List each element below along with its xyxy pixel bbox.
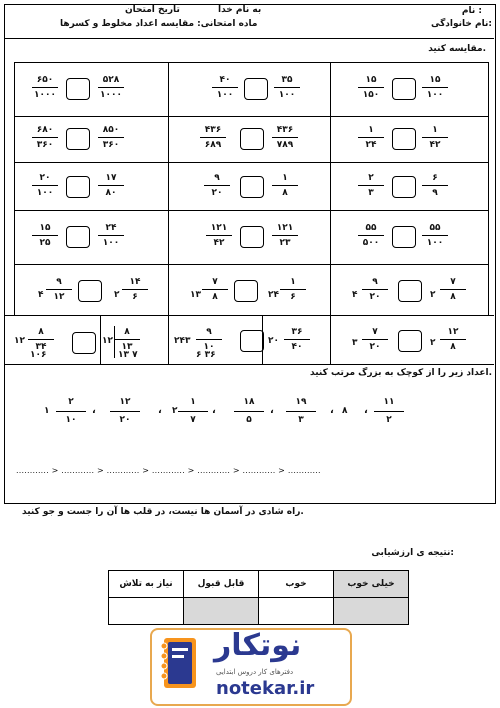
answer-box[interactable] bbox=[66, 226, 90, 248]
fraction-right: ۳۶ ۴۰ bbox=[284, 326, 310, 353]
eval-cell[interactable] bbox=[184, 598, 259, 625]
answer-line[interactable]: ............ > ............ > ............ > ............ > ............ > ............ > ............ bbox=[16, 466, 321, 475]
whole-number: ۲ bbox=[430, 338, 436, 348]
order-item: ۱۱ ۲ bbox=[374, 396, 404, 427]
grid-line bbox=[14, 62, 488, 63]
separator: ، bbox=[92, 405, 96, 416]
separator: ، bbox=[330, 405, 334, 416]
notebook-icon bbox=[156, 634, 202, 696]
below-value: ۱۰۶ bbox=[30, 350, 47, 360]
worksheet-frame bbox=[4, 38, 496, 504]
order-item: ۸ bbox=[342, 406, 348, 416]
whole-number: ۲۴۳ bbox=[174, 336, 191, 346]
answer-box[interactable] bbox=[392, 78, 416, 100]
order-item: ۱۹ ۳ bbox=[286, 396, 316, 427]
section2-instruction: اعداد زیر را از کوچک به بزرگ مرتب کنید. bbox=[310, 368, 492, 378]
answer-box[interactable] bbox=[240, 330, 264, 352]
grid-line bbox=[330, 62, 331, 364]
fraction-right: ۷ ۸ bbox=[440, 276, 466, 303]
whole-number: ۲ bbox=[430, 290, 436, 300]
subject-label: ماده امتحانی: مقایسه اعداد مخلوط و کسرها bbox=[60, 19, 258, 29]
whole-number: ۲ bbox=[114, 290, 120, 300]
answer-box[interactable] bbox=[66, 78, 90, 100]
fraction-left: ۲ ۳ bbox=[358, 172, 384, 199]
separator: ، bbox=[270, 405, 274, 416]
evaluation-title: نتیجه ی ارزشیابی: bbox=[371, 548, 454, 558]
eval-cell[interactable] bbox=[334, 598, 409, 625]
answer-box[interactable] bbox=[244, 78, 268, 100]
family-label: نام خانوادگی: bbox=[430, 19, 492, 29]
fraction-left: ۹ ۲۰ bbox=[204, 172, 230, 199]
grid-line bbox=[14, 162, 488, 163]
brand-domain: notekar.ir bbox=[216, 678, 315, 699]
whole-number: ۴ bbox=[352, 290, 358, 300]
fraction-right: ۸۵۰ ۳۶۰ bbox=[98, 124, 124, 151]
grid-line bbox=[5, 364, 494, 365]
grid-line bbox=[14, 264, 488, 265]
order-item: ۱ ۷ bbox=[178, 396, 208, 427]
fraction-right: ۶ ۹ bbox=[422, 172, 448, 199]
order-item: ۱۸ ۵ bbox=[234, 396, 264, 427]
fraction-left: ۴۳۶ ۶۸۹ bbox=[200, 124, 226, 151]
answer-box[interactable] bbox=[240, 176, 264, 198]
brand-name: نوتکار bbox=[214, 628, 302, 663]
order-item: ۲ ۱۰ bbox=[56, 396, 86, 427]
below-value: ۱۳ ۷ bbox=[118, 350, 138, 360]
answer-box[interactable] bbox=[392, 128, 416, 150]
fraction-left: ۷ ۸ bbox=[202, 276, 228, 303]
fraction-left: ۹ ۲۰ bbox=[362, 276, 388, 303]
fraction-right: ۲۴ ۱۰۰ bbox=[98, 222, 124, 249]
name-label: نام : bbox=[461, 6, 482, 16]
whole-number: ۱۲ bbox=[14, 336, 25, 346]
answer-box[interactable] bbox=[66, 176, 90, 198]
eval-col-acceptable: قابل قبول bbox=[184, 571, 259, 598]
grid-line bbox=[100, 315, 101, 364]
fraction-right: ۵۵ ۱۰۰ bbox=[422, 222, 448, 249]
answer-box[interactable] bbox=[78, 280, 102, 302]
exam-date-label: تاریخ امتحان bbox=[125, 5, 180, 15]
separator: ، bbox=[212, 405, 216, 416]
fraction-right: ۱۲۱ ۲۳ bbox=[272, 222, 298, 249]
answer-box[interactable] bbox=[234, 280, 258, 302]
answer-box[interactable] bbox=[398, 330, 422, 352]
fraction-right: ۸ ۱۳ bbox=[114, 326, 140, 353]
fraction-left: ۱۵ ۱۵۰ bbox=[358, 74, 384, 101]
answer-box[interactable] bbox=[240, 226, 264, 248]
fraction-right: ۱۲ ۸ bbox=[440, 326, 466, 353]
separator: ، bbox=[158, 405, 162, 416]
fraction-right: ۱ ۶ bbox=[280, 276, 306, 303]
eval-cell[interactable] bbox=[109, 598, 184, 625]
fraction-left: ۱۲۱ ۴۲ bbox=[206, 222, 232, 249]
order-item: ۱۲ ۲۰ bbox=[110, 396, 140, 427]
fraction-left: ۹ ۱۰ bbox=[196, 326, 222, 353]
fraction-right: ۱ ۴۲ bbox=[422, 124, 448, 151]
answer-box[interactable] bbox=[392, 176, 416, 198]
brand-tagline: دفترهای کار دروس ابتدایی bbox=[216, 668, 294, 676]
whole-number: ۴ bbox=[38, 290, 44, 300]
fraction-right: ۳۵ ۱۰۰ bbox=[274, 74, 300, 101]
answer-box[interactable] bbox=[392, 226, 416, 248]
fraction-left: ۱۵ ۲۵ bbox=[32, 222, 58, 249]
fraction-left: ۱ ۲۴ bbox=[358, 124, 384, 151]
fraction-left: ۹ ۱۲ bbox=[46, 276, 72, 303]
fraction-right: ۱۴ ۶ bbox=[122, 276, 148, 303]
eval-col-good: خوب bbox=[259, 571, 334, 598]
whole-number: ۲ bbox=[172, 406, 178, 416]
below-value: ۶ ۳۶ bbox=[196, 350, 216, 360]
fraction-right: ۱ ۸ bbox=[272, 172, 298, 199]
eval-col-very-good: خیلی خوب bbox=[334, 571, 409, 598]
fraction-right: ۱۵ ۱۰۰ bbox=[422, 74, 448, 101]
grid-line bbox=[5, 315, 494, 316]
section1-instruction: مقایسه کنید. bbox=[428, 44, 486, 54]
separator: ، bbox=[364, 405, 368, 416]
fraction-left: ۷ ۲۰ bbox=[362, 326, 388, 353]
answer-box[interactable] bbox=[72, 332, 96, 354]
grid-line bbox=[14, 62, 15, 315]
whole-number: ۳ bbox=[352, 338, 358, 348]
answer-box[interactable] bbox=[240, 128, 264, 150]
answer-box[interactable] bbox=[66, 128, 90, 150]
notekar-logo bbox=[150, 628, 352, 706]
whole-number: ۲۴ bbox=[268, 290, 279, 300]
answer-box[interactable] bbox=[398, 280, 422, 302]
whole-number: ۱ bbox=[44, 406, 50, 416]
whole-number: ۱۲ bbox=[102, 336, 113, 346]
fraction-right: ۵۲۸ ۱۰۰۰ bbox=[98, 74, 124, 101]
eval-cell[interactable] bbox=[259, 598, 334, 625]
center-title: به نام خدا bbox=[218, 5, 262, 15]
evaluation-table bbox=[108, 570, 409, 625]
fraction-right: ۴۳۶ ۷۸۹ bbox=[272, 124, 298, 151]
grid-line bbox=[14, 210, 488, 211]
eval-col-needs-effort: نیاز به تلاش bbox=[109, 571, 184, 598]
fraction-left: ۸ ۳۴ bbox=[28, 326, 54, 353]
grid-line bbox=[14, 116, 488, 117]
fraction-left: ۲۰ ۱۰۰ bbox=[32, 172, 58, 199]
whole-number: ۲۰ bbox=[268, 336, 279, 346]
fraction-left: ۶۸۰ ۳۶۰ bbox=[32, 124, 58, 151]
fraction-left: ۵۵ ۵۰۰ bbox=[358, 222, 384, 249]
grid-line bbox=[168, 62, 169, 364]
fraction-right: ۱۷ ۸۰ bbox=[98, 172, 124, 199]
fraction-left: ۴۰ ۱۰۰ bbox=[212, 74, 238, 101]
whole-number: ۱۳ bbox=[190, 290, 201, 300]
grid-line bbox=[488, 62, 489, 315]
fraction-left: ۶۵۰ ۱۰۰۰ bbox=[32, 74, 58, 101]
motto: راه شادی در آسمان ها نیست، در قلب ها آن را جست و جو کنید. bbox=[22, 507, 304, 517]
